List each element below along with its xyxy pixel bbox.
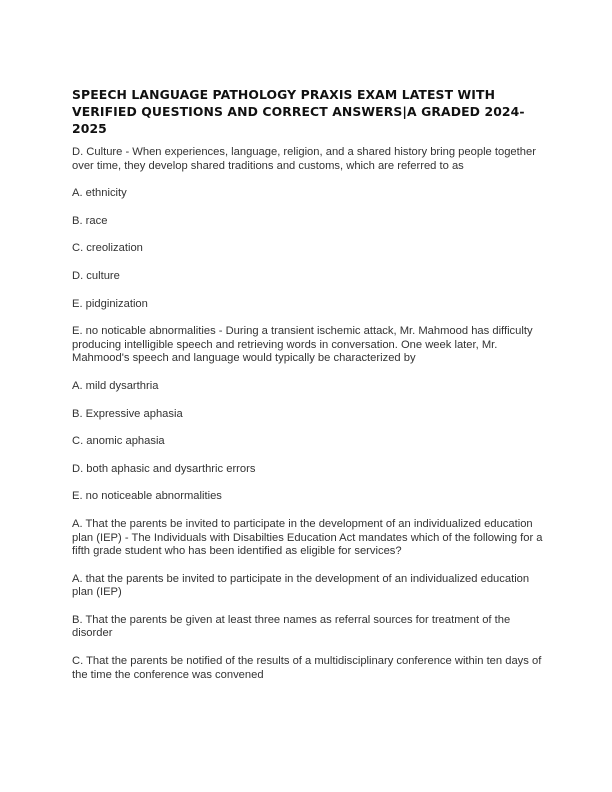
paragraph-option: B. That the parents be given at least three names as referral sources for treatment of the disorder bbox=[72, 613, 511, 640]
paragraph-option: C. That the parents be notified of the results of a multidisciplinary conference within ten days of the time the conference was convened bbox=[72, 655, 542, 681]
paragraph-option: A. mild dysarthria bbox=[72, 379, 159, 392]
paragraph-option: E. pidginization bbox=[72, 297, 148, 310]
paragraph-option: C. anomic aphasia bbox=[72, 435, 165, 448]
paragraph-option: A. ethnicity bbox=[72, 187, 127, 200]
paragraph-option: C. creolization bbox=[72, 242, 143, 255]
paragraph-option: E. no noticeable abnormalities bbox=[72, 490, 222, 503]
paragraph-question-2: E. no noticable abnormalities - During a transient ischemic attack, Mr. Mahmood has difficulty producing intelligible speech and retrieving words in conversation. One week later, Mr. Mahmood's speech and language would typically be characterized by bbox=[72, 325, 533, 365]
paragraph-option: D. culture bbox=[72, 269, 120, 282]
paragraph-option: B. Expressive aphasia bbox=[72, 407, 183, 420]
document-title: SPEECH LANGUAGE PATHOLOGY PRAXIS EXAM LATEST WITH VERIFIED QUESTIONS AND CORRECT ANSWERS|A GRADED 2024-2025 bbox=[72, 87, 525, 136]
document-body bbox=[72, 146, 547, 696]
paragraph-option: D. both aphasic and dysarthric errors bbox=[72, 462, 256, 475]
paragraph-option: A. that the parents be invited to participate in the development of an individualized education plan (IEP) bbox=[72, 572, 530, 599]
paragraph-question-1: D. Culture - When experiences, language, religion, and a shared history bring people together over time, they develop shared traditions and customs, which are referred to as bbox=[72, 146, 536, 172]
paragraph-question-3: A. That the parents be invited to participate in the development of an individualized education plan (IEP) - The Individuals with Disabilties Education Act mandates which of the following for a fifth grade student who has been identified as eligible for services? bbox=[72, 517, 543, 558]
paragraph-option: B. race bbox=[72, 214, 108, 227]
